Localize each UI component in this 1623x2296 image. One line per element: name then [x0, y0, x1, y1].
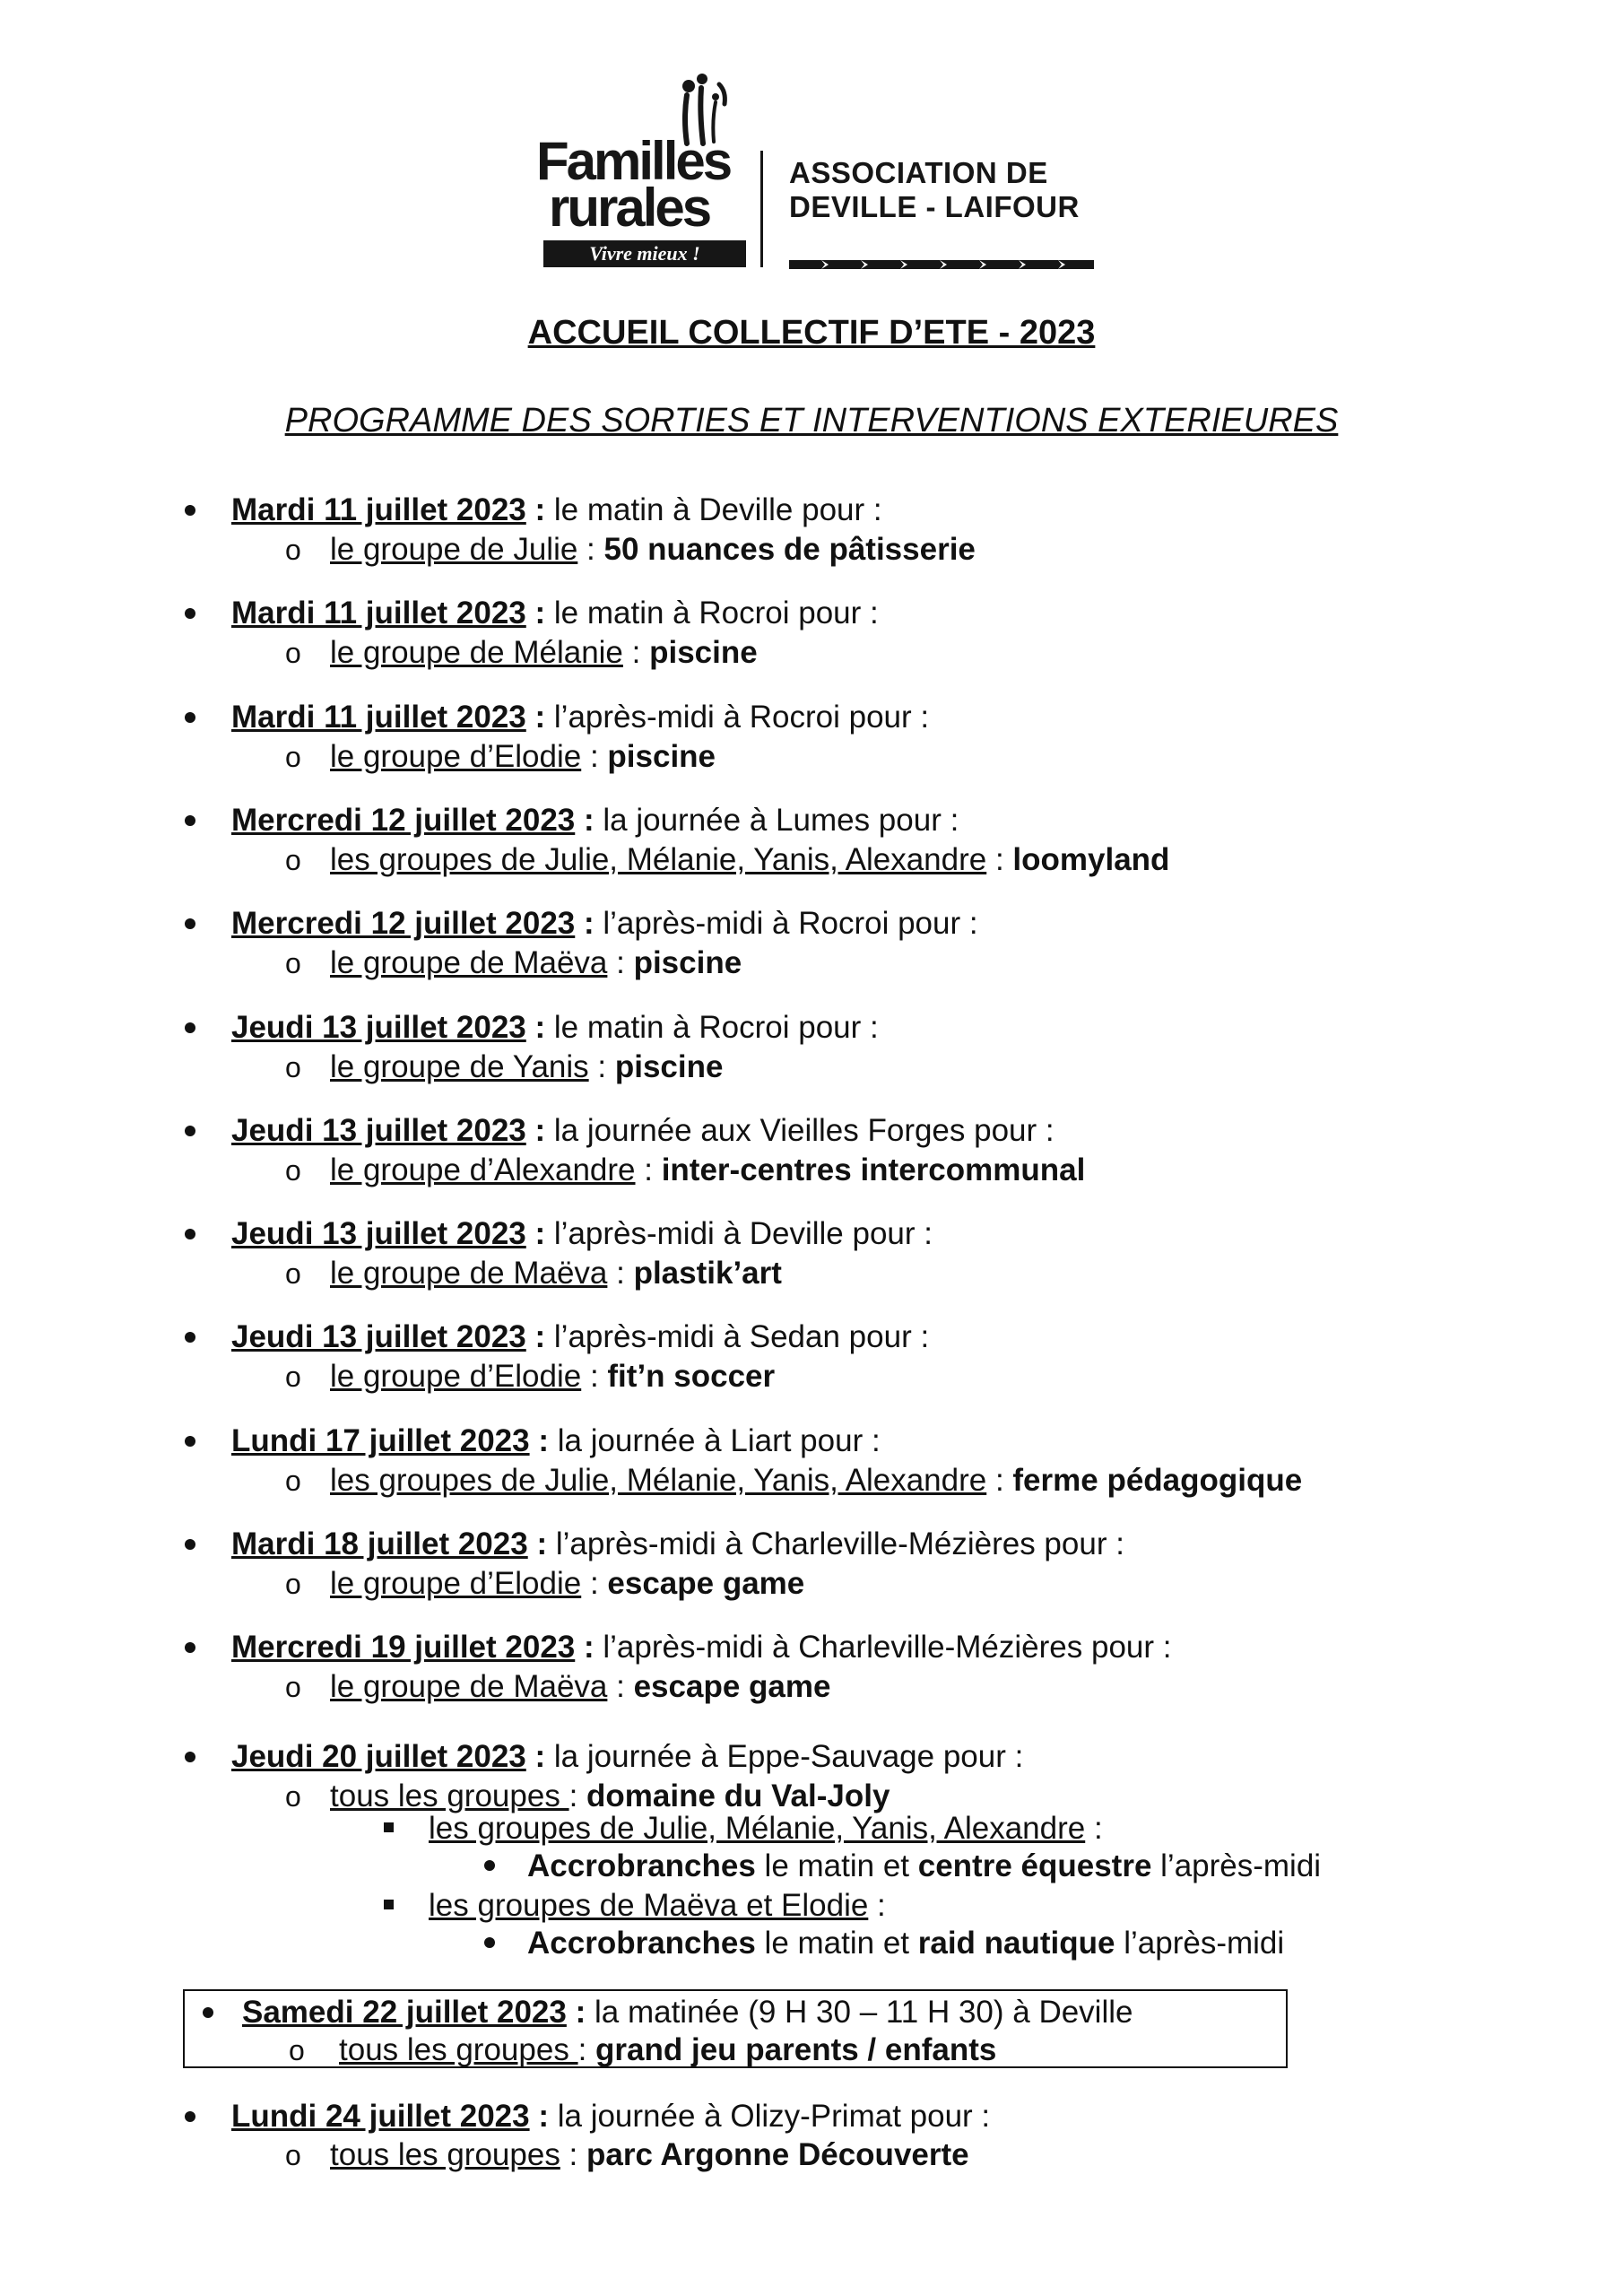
entry-date: Jeudi 13 juillet 2023 [231, 1113, 526, 1148]
entry-header [231, 2098, 990, 2135]
circle-bullet-icon: o [285, 947, 301, 979]
entry-separator: : [568, 1779, 587, 1813]
sub-activity [527, 1848, 1321, 1885]
association-name [789, 156, 1080, 224]
entry-detail [330, 1048, 723, 1086]
bullet-disc-icon [185, 505, 195, 516]
entry-detail [330, 2136, 969, 2174]
entry-group: les groupes de Julie, Mélanie, Yanis, Alexandre [330, 842, 987, 877]
entry-date: Mardi 11 juillet 2023 [231, 700, 526, 735]
logo [536, 74, 1110, 280]
entry-activity: piscine [649, 635, 758, 670]
entry-group: le groupe d’Elodie [330, 1566, 582, 1601]
entry-date: Mardi 11 juillet 2023 [231, 596, 526, 631]
entry-description: la journée à Olizy-Primat pour : [549, 2099, 991, 2134]
entry-colon: : [527, 1526, 548, 1561]
logo-divider [760, 151, 763, 267]
sub-activity-1: Accrobranches [527, 1848, 756, 1883]
entry-colon: : [575, 1630, 595, 1665]
entry-description: le matin à Rocroi pour : [545, 596, 879, 631]
sub-group-name: les groupes de Maëva et Elodie [429, 1888, 869, 1923]
entry-header [231, 1112, 1055, 1150]
entry-description: l’après-midi à Sedan pour : [545, 1319, 930, 1354]
entry-separator: : [622, 635, 650, 670]
entry-separator: : [581, 1566, 608, 1601]
sub-group [429, 1810, 1103, 1848]
entry-detail [339, 2031, 996, 2069]
logo-tagline: Vivre mieux ! [543, 240, 746, 267]
entry-header [231, 1629, 1171, 1666]
entry-activity: fit’n soccer [607, 1359, 776, 1394]
entry-date: Jeudi 13 juillet 2023 [231, 1216, 526, 1251]
entry-header [242, 1994, 1133, 2031]
chevron-stripe-icon [789, 258, 1094, 271]
entry-date: Mercredi 19 juillet 2023 [231, 1630, 576, 1665]
page-title: ACCUEIL COLLECTIF D’ETE - 2023 [527, 314, 1096, 352]
entry-date: Jeudi 13 juillet 2023 [231, 1319, 526, 1354]
entry-colon: : [525, 492, 546, 527]
circle-bullet-icon: o [285, 1361, 301, 1393]
circle-bullet-icon: o [285, 741, 301, 773]
circle-bullet-icon: o [285, 1257, 301, 1290]
entry-colon: : [525, 596, 546, 631]
entry-header [231, 1009, 879, 1047]
entry-header [231, 1738, 1023, 1776]
entry-activity: grand jeu parents / enfants [595, 2032, 997, 2067]
entry-group: les groupes de Julie, Mélanie, Yanis, Alexandre [330, 1463, 987, 1498]
entry-colon: : [529, 2099, 549, 2134]
entry-header [231, 802, 959, 839]
entry-separator: : [607, 945, 634, 980]
bullet-disc-icon [185, 1752, 195, 1762]
sub-activity [527, 1925, 1284, 1962]
entry-activity: plastik’art [633, 1256, 782, 1291]
circle-bullet-icon: o [289, 2034, 305, 2066]
entry-separator: : [577, 2032, 596, 2067]
bullet-disc-icon [185, 815, 195, 826]
sub-activity-end: l’après-midi [1151, 1848, 1322, 1883]
entry-colon: : [525, 1319, 546, 1354]
entry-detail [330, 531, 976, 569]
entry-header [231, 699, 929, 736]
entry-detail [330, 1565, 804, 1603]
sub-group [429, 1887, 886, 1925]
entry-activity: 50 nuances de pâtisserie [603, 532, 976, 567]
entry-separator: : [588, 1049, 615, 1084]
entry-group: le groupe d’Elodie [330, 1359, 582, 1394]
bullet-disc-icon [185, 1126, 195, 1136]
page-subtitle: PROGRAMME DES SORTIES ET INTERVENTIONS EXTERIEURES [284, 402, 1339, 439]
entry-separator: : [581, 739, 608, 774]
entry-separator: : [560, 2137, 587, 2172]
entry-description: l’après-midi à Charleville-Mézières pour : [594, 1630, 1172, 1665]
sub-group-separator: : [1085, 1811, 1103, 1846]
circle-bullet-icon: o [285, 1465, 301, 1497]
entry-header [231, 905, 978, 943]
sub-activity-2: centre équestre [917, 1848, 1152, 1883]
entry-detail [330, 1668, 830, 1706]
entry-colon: : [575, 906, 595, 941]
entry-separator: : [635, 1152, 662, 1187]
entry-header [231, 491, 882, 529]
entry-group: le groupe de Mélanie [330, 635, 623, 670]
entry-group: le groupe de Maëva [330, 1256, 608, 1291]
sub-activity-1: Accrobranches [527, 1926, 756, 1961]
entry-header [231, 595, 879, 632]
entry-colon: : [525, 1113, 546, 1148]
entry-activity: parc Argonne Découverte [586, 2137, 969, 2172]
entry-group: le groupe de Julie [330, 532, 578, 567]
entry-description: l’après-midi à Charleville-Mézières pour : [547, 1526, 1124, 1561]
entry-colon: : [525, 1010, 546, 1045]
sub-activity-2: raid nautique [917, 1926, 1115, 1961]
entry-separator: : [607, 1669, 634, 1704]
entry-separator: : [577, 532, 604, 567]
entry-activity: escape game [633, 1669, 831, 1704]
bullet-disc-icon [185, 1229, 195, 1239]
entry-colon: : [525, 1216, 546, 1251]
circle-bullet-icon: o [285, 844, 301, 876]
entry-group: tous les groupes [330, 2137, 560, 2172]
entry-group: tous les groupes [339, 2032, 578, 2067]
bullet-disc-icon [185, 2111, 195, 2122]
entry-date: Samedi 22 juillet 2023 [242, 1995, 567, 2030]
bullet-disc-icon [185, 1642, 195, 1653]
sub-activity-mid: le matin et [755, 1848, 918, 1883]
circle-bullet-icon: o [285, 1568, 301, 1600]
entry-date: Mercredi 12 juillet 2023 [231, 906, 576, 941]
association-line-2: DEVILLE - LAIFOUR [789, 190, 1080, 223]
entry-detail [330, 841, 1169, 879]
entry-detail [330, 1462, 1302, 1500]
entry-separator: : [607, 1256, 634, 1291]
entry-detail [330, 634, 758, 672]
entry-detail [330, 944, 742, 982]
entry-activity: loomyland [1012, 842, 1170, 877]
entry-colon: : [525, 700, 546, 735]
entry-activity: ferme pédagogique [1012, 1463, 1303, 1498]
entry-activity: piscine [614, 1049, 724, 1084]
entry-header [231, 1526, 1124, 1563]
bullet-disc-icon [484, 1860, 495, 1871]
entry-detail [330, 1358, 775, 1396]
logo-word-rurales: rurales [549, 178, 710, 238]
circle-bullet-icon: o [285, 1051, 301, 1083]
entry-header [231, 1215, 933, 1253]
entry-colon: : [566, 1995, 586, 2030]
entry-separator: : [581, 1359, 608, 1394]
bullet-disc-icon [185, 1022, 195, 1033]
entry-date: Mardi 11 juillet 2023 [231, 492, 526, 527]
entry-description: la journée à Eppe-Sauvage pour : [545, 1739, 1024, 1774]
bullet-disc-icon [185, 1539, 195, 1550]
square-bullet-icon [384, 1900, 394, 1909]
entry-colon: : [529, 1423, 549, 1458]
entry-activity: inter-centres intercommunal [661, 1152, 1086, 1187]
entry-group: le groupe d’Elodie [330, 739, 582, 774]
entry-detail [330, 1152, 1085, 1189]
entry-description: le matin à Deville pour : [545, 492, 882, 527]
entry-date: Jeudi 20 juillet 2023 [231, 1739, 526, 1774]
entry-date: Mercredi 12 juillet 2023 [231, 803, 576, 838]
entry-colon: : [575, 803, 595, 838]
bullet-disc-icon [185, 1332, 195, 1343]
entry-description: le matin à Rocroi pour : [545, 1010, 879, 1045]
entry-header [231, 1318, 929, 1356]
bullet-disc-icon [185, 712, 195, 723]
bullet-disc-icon [185, 918, 195, 929]
logo-word-familles: Familles [536, 131, 731, 191]
bullet-disc-icon [203, 2007, 213, 2018]
entry-group: le groupe de Maëva [330, 1669, 608, 1704]
circle-bullet-icon: o [285, 534, 301, 566]
entry-detail [330, 738, 716, 776]
circle-bullet-icon: o [285, 1780, 301, 1813]
entry-description: la matinée (9 H 30 – 11 H 30) à Deville [586, 1995, 1133, 2030]
entry-activity: escape game [607, 1566, 805, 1601]
entry-group: le groupe d’Alexandre [330, 1152, 636, 1187]
sub-activity-mid: le matin et [755, 1926, 918, 1961]
circle-bullet-icon: o [285, 1671, 301, 1703]
entry-activity: piscine [607, 739, 716, 774]
entry-description: l’après-midi à Rocroi pour : [594, 906, 978, 941]
entry-header [231, 1422, 881, 1460]
circle-bullet-icon: o [285, 1154, 301, 1187]
entry-description: la journée aux Vieilles Forges pour : [545, 1113, 1055, 1148]
entry-detail [330, 1255, 782, 1292]
square-bullet-icon [384, 1822, 394, 1832]
entry-group: le groupe de Yanis [330, 1049, 589, 1084]
entry-activity: piscine [633, 945, 742, 980]
entry-group: tous les groupes [330, 1779, 569, 1813]
entry-description: l’après-midi à Rocroi pour : [545, 700, 930, 735]
sub-group-name: les groupes de Julie, Mélanie, Yanis, Alexandre [429, 1811, 1086, 1846]
entry-separator: : [986, 1463, 1013, 1498]
entry-description: l’après-midi à Deville pour : [545, 1216, 933, 1251]
entry-date: Lundi 24 juillet 2023 [231, 2099, 530, 2134]
entry-date: Mardi 18 juillet 2023 [231, 1526, 528, 1561]
sub-group-separator: : [868, 1888, 886, 1923]
circle-bullet-icon: o [285, 637, 301, 669]
entry-date: Jeudi 13 juillet 2023 [231, 1010, 526, 1045]
bullet-disc-icon [185, 608, 195, 619]
entry-date: Lundi 17 juillet 2023 [231, 1423, 530, 1458]
circle-bullet-icon: o [285, 2139, 301, 2171]
entry-description: la journée à Liart pour : [549, 1423, 881, 1458]
bullet-disc-icon [185, 1436, 195, 1447]
entry-group: le groupe de Maëva [330, 945, 608, 980]
entry-activity: domaine du Val-Joly [586, 1779, 890, 1813]
entry-separator: : [986, 842, 1013, 877]
entry-description: la journée à Lumes pour : [594, 803, 959, 838]
association-line-1: ASSOCIATION DE [789, 156, 1048, 189]
bullet-disc-icon [484, 1937, 495, 1948]
entry-colon: : [525, 1739, 546, 1774]
sub-activity-end: l’après-midi [1115, 1926, 1285, 1961]
